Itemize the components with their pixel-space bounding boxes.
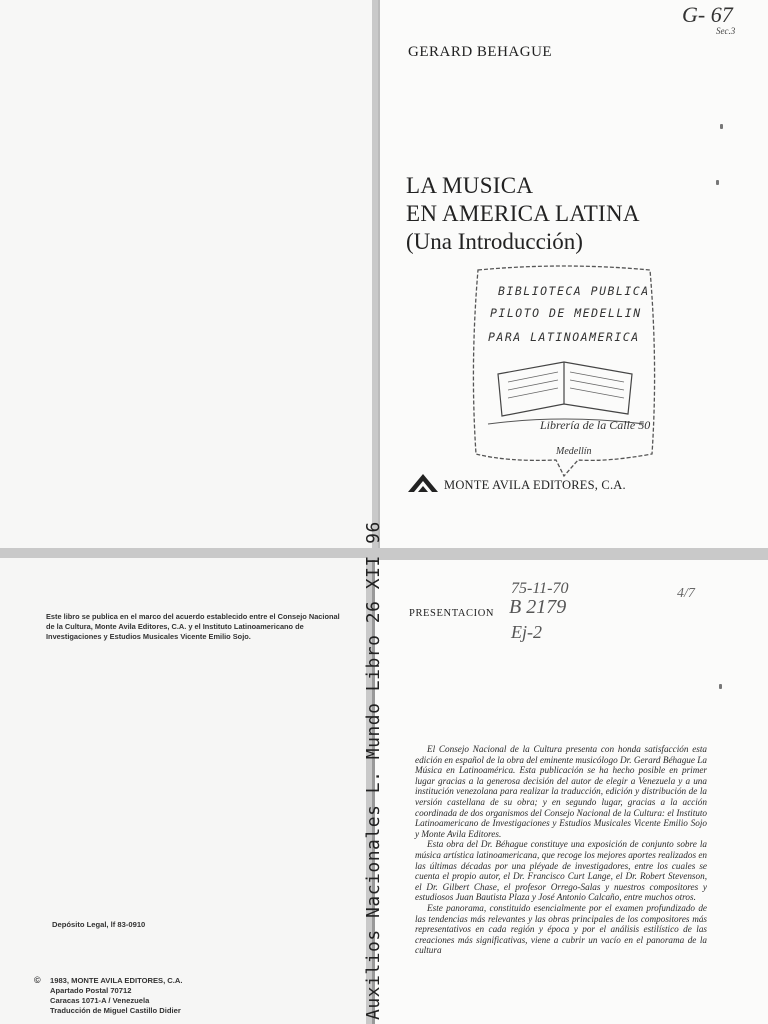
stamp-signature: Librería de la Calle 50 (540, 418, 651, 432)
title-page (378, 0, 768, 548)
copyright-symbol: © (34, 975, 41, 985)
presentation-body (415, 744, 707, 956)
stamp-signature-city: Medellín (556, 446, 592, 457)
presentation-page (363, 521, 768, 1024)
stamp-line-2: PILOTO DE MEDELLIN (490, 306, 642, 320)
publication-agreement-text: Este libro se publica en el marco del acuerdo establecido entre el Consejo Nacional de la Cultura, Monte Avila Editores, C.A. y el Instituto Latinoamericano de Investigaciones y Estudios Musicales Vicente Emilio Sojo. (46, 612, 340, 641)
book-title-line2: EN AMERICA LATINA (406, 201, 640, 226)
handwritten-section-note: Sec.3 (716, 26, 736, 36)
handwritten-note: Ej-2 (511, 622, 542, 642)
paragraph: El Consejo Nacional de la Cultura presenta con honda satisfacción esta edición en español de la obra del eminente musicólogo Dr. Gerard Béhague La Música en Latinoamérica. Esta publicación se ha hecho posible en primer lugar gracias a la generosa decisión del autor de elegir a Venezuela y a una institución venezolana para realizar la traducción, edición y distribución de la versión castellana de su obra; y en segundo lugar, gracias a la acción coordinada de dos organismos del Consejo Nacional de la Cultura: el Instituto Latinoamericano de Investigaciones y Estudios Musicales Vicente Emilio Sojo y Monte Avila Editores. (415, 744, 707, 839)
handwritten-note: 75-11-70 (511, 580, 569, 597)
stamp-line-3: PARA LATINOAMERICA (488, 330, 640, 344)
book-title-line1: LA MUSICA (406, 173, 534, 198)
handwritten-note: B 2179 (509, 596, 567, 618)
paragraph: Este panorama, constituido esencialmente por el examen profundizado de las tendencias más relevantes y las obras principales de los compositores más representativos en cada región y época y por el análisis estilístico de las creaciones más significativas, viene a cubrir un vacío en el panorama de la cultura (415, 902, 707, 956)
publisher-logo-icon (408, 474, 438, 492)
publisher-name: MONTE AVILA EDITORES, C.A. (444, 478, 626, 492)
paragraph: Esta obra del Dr. Béhague constituye una exposición de conjunto sobre la música artística latinoamericana, que recoge los mejores aportes realizados en las últimas décadas por una pléyade de investigadores, entre los cuales se cuenta el propio autor, el Dr. Francisco Curt Lange, el Dr. Robert Stevenson, el Dr. Gilbert Chase, el profesor Orrego-Salas y nuestros compositores y estudiosos Juan Bautista Plaza y José Antonio Calcaño, entre muchos otros. (415, 839, 707, 903)
handwritten-note: 4/7 (677, 586, 695, 601)
copyright-line: Caracas 1071-A / Venezuela (50, 996, 150, 1005)
book-subtitle: (Una Introducción) (406, 229, 583, 254)
copyright-line: 1983, MONTE AVILA EDITORES, C.A. (50, 976, 183, 985)
blank-page (0, 0, 372, 548)
author-name: GERARD BEHAGUE (408, 44, 553, 60)
copyright-page (0, 558, 366, 1024)
legal-deposit: Depósito Legal, lf 83-0910 (52, 920, 146, 929)
paper-speck (720, 124, 723, 129)
copyright-line: Apartado Postal 70712 (50, 986, 132, 995)
paper-speck (719, 684, 722, 689)
bookseller-side-stamp: Auxilios Nacionales L. Mundo Libro 26 XII 96 (363, 521, 384, 1020)
handwritten-call-number: G- 67 (682, 2, 733, 27)
paper-speck (716, 180, 719, 185)
copyright-line: Traducción de Miguel Castillo Didier (50, 1006, 181, 1015)
copyright-block (50, 976, 183, 1016)
stamp-line-1: BIBLIOTECA PUBLICA (498, 284, 650, 298)
section-heading: PRESENTACION (409, 608, 495, 619)
